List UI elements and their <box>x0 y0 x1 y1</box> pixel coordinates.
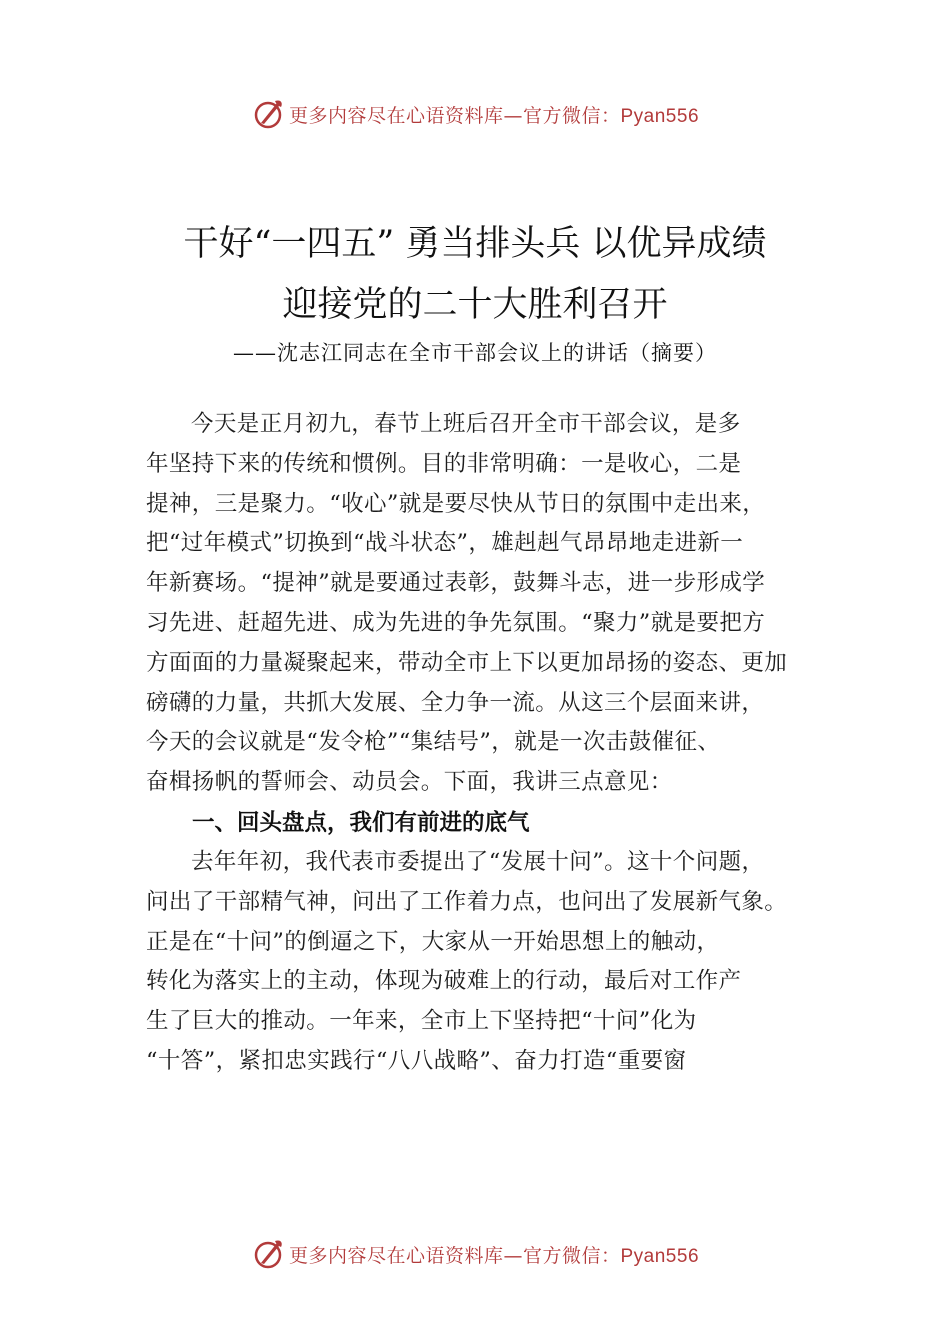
paragraph-line: 奋楫扬帆的誓师会、动员会。下面，我讲三点意见： <box>146 769 673 796</box>
paragraph-line: 提神，三是聚力。“收心”就是要尽快从节日的氛围中走出来， <box>146 490 766 517</box>
paragraph-line: “十答”，紧扣忠实践行“八八战略”、奋力打造“重要窗 <box>146 1047 687 1074</box>
quill-logo-icon <box>251 97 285 131</box>
paragraph-line: 生了巨大的推动。一年来，全市上下坚持把“十问”化为 <box>146 1008 697 1035</box>
watermark-text <box>289 1241 699 1268</box>
quill-logo-icon <box>251 1237 285 1271</box>
watermark-header <box>0 94 950 134</box>
document-title-line-1: 干好“一四五” 勇当排头兵 以优异成绩 <box>183 224 767 264</box>
paragraph-line: 磅礴的力量，共抓大发展、全力争一流。从这三个层面来讲， <box>146 689 765 716</box>
paragraph-line: 转化为落实上的主动，体现为破难上的行动，最后对工作产 <box>146 968 742 995</box>
paragraph-line: 问出了干部精气神，问出了工作着力点，也问出了发展新气象。 <box>146 888 788 915</box>
watermark-footer <box>0 1234 950 1274</box>
paragraph-line: 习先进、赶超先进、成为先进的争先氛围。“聚力”就是要把方 <box>146 609 766 636</box>
section-heading-1: 一、回头盘点，我们有前进的底气 <box>192 810 530 836</box>
document-subtitle: ——沈志江同志在全市干部会议上的讲话（摘要） <box>233 341 717 365</box>
watermark-text-cn: 更多内容尽在心语资料库—官方微信： <box>288 1244 621 1267</box>
paragraph-line: 年新赛场。“提神”就是要通过表彰，鼓舞斗志，进一步形成学 <box>146 570 766 597</box>
watermark-text-en: Pyan556 <box>620 105 700 127</box>
paragraph-line: 正是在“十问”的倒逼之下，大家从一开始思想上的触动， <box>146 928 720 955</box>
document-title-line-2: 迎接党的二十大胜利召开 <box>282 285 668 325</box>
paragraph-line: 去年年初，我代表市委提出了“发展十问”。这十个问题， <box>191 849 765 875</box>
paragraph-section-1 <box>146 843 822 1082</box>
paragraph-line: 年坚持下来的传统和惯例。目的非常明确：一是收心，二是 <box>146 450 742 477</box>
watermark-text <box>289 101 699 128</box>
watermark-text-en: Pyan556 <box>620 1245 700 1267</box>
paragraph-line: 方面面的力量凝聚起来，带动全市上下以更加昂扬的姿态、更加 <box>146 649 788 676</box>
paragraph-line: 把“过年模式”切换到“战斗状态”，雄赳赳气昂昂地走进新一 <box>146 530 744 557</box>
paragraph-line: 今天是正月初九，春节上班后召开全市干部会议，是多 <box>191 411 741 437</box>
paragraph-line: 今天的会议就是“发令枪”“集结号”，就是一次击鼓催征、 <box>146 729 721 756</box>
paragraph-intro <box>146 405 822 803</box>
watermark-text-cn: 更多内容尽在心语资料库—官方微信： <box>288 104 621 127</box>
